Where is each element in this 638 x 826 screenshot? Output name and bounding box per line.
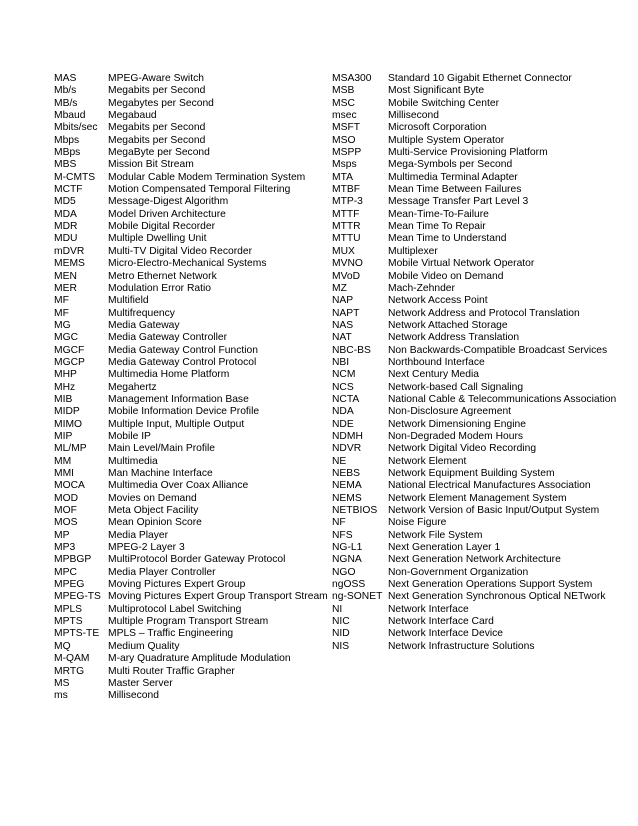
entry-definition: Mean Time Between Failures [388,184,522,196]
entry-definition: Media Gateway [108,319,180,331]
entry-abbreviation: NEMS [332,492,362,504]
glossary-entry [54,320,330,332]
entry-abbreviation: NEBS [332,468,361,479]
entry-abbreviation: MM [54,455,72,467]
glossary-entry [332,628,632,640]
entry-abbreviation: MF [54,307,69,319]
entry-definition: Non-Degraded Modem Hours [388,430,524,442]
entry-abbreviation: MGC [54,332,79,344]
entry-definition: National Cable & Telecommunications Association [388,393,617,405]
entry-definition: Network Version of Basic Input/Output System [388,505,600,517]
entry-definition: Network Equipment Building System [388,468,555,479]
glossary-entry [54,419,330,431]
entry-abbreviation: NID [332,628,350,640]
glossary-entry [332,98,632,110]
entry-definition: MPEG-2 Layer 3 [108,542,185,554]
entry-abbreviation: MPEG [54,579,85,591]
entry-definition: Network Interface Device [388,628,504,640]
glossary-entry [54,406,330,418]
glossary-entry [54,456,330,468]
entry-abbreviation: MSFT [332,122,361,134]
entry-abbreviation: MF [54,295,69,307]
glossary-entry [54,233,330,245]
glossary-entry [54,542,330,554]
glossary-entry [332,332,632,344]
entry-definition: Megabits per Second [108,122,206,134]
glossary-entry [332,357,632,369]
entry-definition: Micro-Electro-Mechanical Systems [108,258,267,270]
entry-definition: Mobile Digital Recorder [108,221,216,233]
entry-abbreviation: NETBIOS [332,505,378,517]
entry-definition: Media Player [108,529,169,541]
entry-abbreviation: Mbits/sec [54,122,98,134]
entry-definition: Network Infrastructure Solutions [388,640,535,652]
entry-abbreviation: MEMS [54,258,85,270]
entry-abbreviation: MSA300 [332,73,372,84]
glossary-entry [54,110,330,122]
entry-abbreviation: MD5 [54,196,76,208]
glossary-entry [332,456,632,468]
entry-definition: Megabaud [108,110,157,122]
glossary-entry [54,493,330,505]
glossary-entry [54,209,330,221]
entry-abbreviation: M-QAM [54,653,90,665]
entry-abbreviation: NGO [332,566,356,578]
entry-definition: Model Driven Architecture [108,208,226,220]
glossary-entry [332,246,632,258]
glossary-entry [54,579,330,591]
entry-definition: Multi Router Traffic Grapher [108,665,235,677]
glossary-entry [54,517,330,529]
entry-abbreviation: MDA [54,208,77,220]
entry-abbreviation: ms [54,690,68,702]
entry-abbreviation: MPBGP [54,554,92,566]
entry-definition: Multimedia Over Coax Alliance [108,480,249,492]
entry-abbreviation: MRTG [54,665,85,677]
glossary-entry [54,271,330,283]
entry-abbreviation: MSPP [332,147,362,159]
glossary-entry [332,135,632,147]
entry-definition: MultiProtocol Border Gateway Protocol [108,554,286,566]
glossary-entry [54,554,330,566]
entry-abbreviation: NCS [332,381,354,393]
entry-abbreviation: NBI [332,356,350,368]
entry-definition: Mean Time to Understand [388,233,507,245]
entry-abbreviation: NAP [332,295,354,307]
entry-definition: Network-based Call Signaling [388,381,524,393]
glossary-entry [54,332,330,344]
entry-definition: Network Address and Protocol Translation [388,307,580,319]
entry-definition: Multimedia [108,455,158,467]
entry-abbreviation: MAS [54,73,77,84]
entry-definition: Mobile IP [108,430,151,442]
entry-definition: Management Information Base [108,393,249,405]
glossary-entry [332,542,632,554]
entry-definition: Network Address Translation [388,332,520,344]
glossary-entry [332,480,632,492]
entry-abbreviation: MIP [54,430,73,442]
entry-definition: MPLS – Traffic Engineering [108,628,234,640]
entry-abbreviation: NCTA [332,393,360,405]
entry-definition: Mega-Symbols per Second [388,159,513,171]
glossary-entry [54,666,330,678]
entry-abbreviation: MPEG-TS [54,591,101,603]
glossary-entry [54,135,330,147]
glossary-entry [332,419,632,431]
entry-definition: Motion Compensated Temporal Filtering [108,184,291,196]
entry-abbreviation: NIS [332,640,350,652]
entry-definition: Mean-Time-To-Failure [388,208,489,220]
entry-definition: Multiprotocol Label Switching [108,603,242,615]
glossary-entry [332,258,632,270]
entry-definition: Network Dimensioning Engine [388,418,526,430]
entry-definition: Modulation Error Ratio [108,282,212,294]
entry-definition: Network Element [388,455,467,467]
entry-abbreviation: M-CMTS [54,171,96,183]
entry-definition: Message-Digest Algorithm [108,196,229,208]
glossary-entry [54,85,330,97]
entry-definition: Mach-Zehnder [388,282,455,294]
entry-definition: Non-Disclosure Agreement [388,406,512,418]
entry-definition: Microsoft Corporation [388,122,487,134]
entry-abbreviation: ng-SONET [332,591,383,603]
entry-abbreviation: Msps [332,159,357,171]
entry-definition: Non Backwards-Compatible Broadcast Services [388,344,608,356]
entry-definition: Non-Government Organization [388,566,529,578]
entry-abbreviation: MUX [332,245,355,257]
entry-abbreviation: MPC [54,566,77,578]
entry-definition: Standard 10 Gigabit Ethernet Connector [388,73,572,84]
entry-abbreviation: MCTF [54,184,83,196]
entry-definition: Multi-Service Provisioning Platform [388,147,548,159]
entry-abbreviation: MTBF [332,184,361,196]
glossary-entry [332,295,632,307]
glossary-entry [332,641,632,653]
glossary-entry [332,283,632,295]
glossary-entry [332,147,632,159]
glossary-entry [54,357,330,369]
entry-definition: Man Machine Interface [108,468,213,479]
entry-definition: Mobile Information Device Profile [108,406,260,418]
glossary-entry [332,493,632,505]
glossary-entry [332,530,632,542]
entry-definition: National Electrical Manufactures Association [388,480,591,492]
entry-abbreviation: Mbaud [54,110,86,122]
glossary-entry [332,320,632,332]
glossary-entry [332,122,632,134]
entry-definition: Multiple Dwelling Unit [108,233,207,245]
entry-abbreviation: NDA [332,406,354,418]
entry-definition: Multi-TV Digital Video Recorder [108,245,253,257]
glossary-entry [332,172,632,184]
entry-definition: Millisecond [388,110,439,122]
entry-abbreviation: MOF [54,505,77,517]
entry-abbreviation: MTA [332,171,353,183]
glossary-entry [54,147,330,159]
glossary-entry [332,443,632,455]
entry-abbreviation: MMI [54,468,75,479]
entry-abbreviation: MOS [54,517,78,529]
glossary-entry [54,246,330,258]
glossary-entry [54,196,330,208]
entry-definition: Most Significant Byte [388,85,485,97]
entry-abbreviation: MGCP [54,356,85,368]
glossary-entry [54,283,330,295]
entry-definition: Moving Pictures Expert Group [108,579,246,591]
glossary-entry [54,653,330,665]
entry-abbreviation: NFS [332,529,353,541]
glossary-entry [332,345,632,357]
glossary-entry [54,480,330,492]
entry-definition: Multifield [108,295,149,307]
glossary-entry [332,591,632,603]
entry-abbreviation: NAS [332,319,354,331]
entry-definition: Media Player Controller [108,566,216,578]
glossary-entry [332,382,632,394]
entry-definition: Network Interface Card [388,616,494,628]
entry-abbreviation: MVNO [332,258,363,270]
entry-abbreviation: MTTR [332,221,361,233]
entry-abbreviation: NGNA [332,554,362,566]
entry-definition: Megahertz [108,381,157,393]
entry-definition: M-ary Quadrature Amplitude Modulation [108,653,291,665]
entry-abbreviation: MZ [332,282,347,294]
entry-abbreviation: MQ [54,640,71,652]
entry-abbreviation: MIDP [54,406,80,418]
glossary-entry [54,258,330,270]
entry-definition: Multiplexer [388,245,438,257]
entry-definition: Mobile Virtual Network Operator [388,258,535,270]
glossary-entry [332,221,632,233]
entry-abbreviation: MSO [332,134,356,146]
entry-abbreviation: ngOSS [332,579,366,591]
glossary-entry [332,85,632,97]
entry-definition: Network File System [388,529,483,541]
glossary-entry [54,678,330,690]
entry-definition: Megabytes per Second [108,97,214,109]
entry-abbreviation: MHP [54,369,77,381]
glossary-entry [332,579,632,591]
entry-abbreviation: MIB [54,393,73,405]
glossary-entry [332,308,632,320]
entry-abbreviation: NEMA [332,480,362,492]
entry-definition: Meta Object Facility [108,505,199,517]
entry-abbreviation: Mbps [54,134,80,146]
entry-abbreviation: NF [332,517,346,529]
glossary-entry [332,184,632,196]
entry-definition: Network Element Management System [388,492,567,504]
glossary-entry [332,616,632,628]
glossary-entry [332,406,632,418]
entry-abbreviation: NI [332,603,343,615]
glossary-entry [54,394,330,406]
glossary-entry [54,345,330,357]
entry-abbreviation: NDVR [332,443,362,455]
glossary-entry [54,98,330,110]
entry-abbreviation: MG [54,319,71,331]
glossary-entry [54,591,330,603]
entry-definition: Network Attached Storage [388,319,508,331]
entry-definition: Multiple Input, Multiple Output [108,418,245,430]
entry-abbreviation: MPLS [54,603,83,615]
glossary-entry [332,73,632,85]
glossary-entry [54,628,330,640]
entry-abbreviation: NIC [332,616,350,628]
glossary-entry [54,567,330,579]
entry-definition: Modular Cable Modem Termination System [108,171,306,183]
entry-definition: Mission Bit Stream [108,159,194,171]
glossary-entry [332,196,632,208]
entry-definition: Noise Figure [388,517,447,529]
entry-definition: Mean Time To Repair [388,221,486,233]
glossary-entry [54,443,330,455]
entry-definition: Mobile Switching Center [388,97,500,109]
entry-abbreviation: MSB [332,85,355,97]
glossary-entry [332,505,632,517]
entry-abbreviation: MIMO [54,418,83,430]
entry-abbreviation: MS [54,677,70,689]
entry-definition: Multifrequency [108,307,175,319]
entry-definition: Mobile Video on Demand [388,270,504,282]
glossary-entry [54,616,330,628]
entry-abbreviation: MEN [54,270,77,282]
glossary-entry [54,122,330,134]
entry-abbreviation: NG-L1 [332,542,363,554]
entry-definition: MegaByte per Second [108,147,210,159]
entry-abbreviation: MGCF [54,344,85,356]
entry-abbreviation: MBS [54,159,77,171]
glossary-entry [332,369,632,381]
entry-definition: Metro Ethernet Network [108,270,217,282]
entry-abbreviation: NDMH [332,430,363,442]
entry-definition: MPEG-Aware Switch [108,73,204,84]
glossary-entry [332,394,632,406]
entry-definition: Movies on Demand [108,492,197,504]
entry-abbreviation: MOCA [54,480,85,492]
entry-definition: Multimedia Terminal Adapter [388,171,518,183]
entry-abbreviation: MSC [332,97,355,109]
entry-abbreviation: MP [54,529,70,541]
glossary-entry [332,468,632,480]
entry-abbreviation: MDU [54,233,78,245]
entry-definition: Network Access Point [388,295,488,307]
entry-definition: Master Server [108,677,173,689]
glossary-entry [54,431,330,443]
entry-definition: Next Generation Synchronous Optical NETwork [388,591,606,603]
glossary-entry [54,505,330,517]
glossary-entry [54,159,330,171]
glossary-entry [54,221,330,233]
entry-abbreviation: ML/MP [54,443,87,455]
entry-abbreviation: MTTU [332,233,361,245]
entry-abbreviation: MER [54,282,77,294]
entry-definition: Medium Quality [108,640,180,652]
entry-abbreviation: MDR [54,221,78,233]
entry-abbreviation: NCM [332,369,356,381]
entry-abbreviation: MHz [54,381,76,393]
glossary-entry [54,690,330,702]
glossary-entry [54,530,330,542]
entry-definition: Millisecond [108,690,159,702]
glossary-entry [54,641,330,653]
entry-definition: Next Generation Layer 1 [388,542,501,554]
entry-definition: Megabits per Second [108,134,206,146]
entry-definition: Media Gateway Control Function [108,344,258,356]
entry-abbreviation: MBps [54,147,81,159]
entry-abbreviation: MPTS [54,616,83,628]
entry-abbreviation: mDVR [54,245,85,257]
glossary-entry [332,567,632,579]
glossary-entry [54,184,330,196]
entry-abbreviation: MVoD [332,270,361,282]
entry-definition: Main Level/Main Profile [108,443,216,455]
glossary-entry [332,271,632,283]
glossary-entry [54,369,330,381]
glossary-left-column [54,73,330,703]
entry-definition: Megabits per Second [108,85,206,97]
entry-abbreviation: MPTS-TE [54,628,100,640]
entry-definition: Northbound Interface [388,356,485,368]
glossary-entry [332,517,632,529]
entry-definition: Next Century Media [388,369,479,381]
entry-abbreviation: MTTF [332,208,360,220]
entry-abbreviation: NE [332,455,347,467]
entry-abbreviation: NAT [332,332,352,344]
glossary-entry [332,110,632,122]
entry-abbreviation: NAPT [332,307,360,319]
entry-definition: Multiple Program Transport Stream [108,616,269,628]
entry-abbreviation: MTP-3 [332,196,363,208]
glossary-entry [332,209,632,221]
glossary-entry [54,172,330,184]
glossary-entry [54,295,330,307]
entry-definition: Moving Pictures Expert Group Transport Stream [108,591,328,603]
entry-abbreviation: MOD [54,492,79,504]
glossary-entry [332,604,632,616]
entry-abbreviation: Mb/s [54,85,77,97]
glossary-entry [54,604,330,616]
entry-definition: Network Interface [388,603,469,615]
entry-abbreviation: MB/s [54,97,78,109]
entry-definition: Mean Opinion Score [108,517,202,529]
entry-definition: Next Generation Operations Support System [388,579,593,591]
entry-abbreviation: NBC-BS [332,344,371,356]
entry-abbreviation: NDE [332,418,354,430]
glossary-entry [332,159,632,171]
glossary-entry [54,468,330,480]
entry-abbreviation: msec [332,110,357,122]
entry-definition: Multiple System Operator [388,134,505,146]
glossary-entry [54,308,330,320]
entry-definition: Message Transfer Part Level 3 [388,196,529,208]
glossary-right-column [332,73,632,653]
glossary-entry [54,73,330,85]
entry-definition: Next Generation Network Architecture [388,554,561,566]
entry-definition: Media Gateway Controller [108,332,228,344]
entry-definition: Media Gateway Control Protocol [108,356,257,368]
glossary-entry [54,382,330,394]
glossary-entry [332,431,632,443]
entry-definition: Network Digital Video Recording [388,443,537,455]
entry-definition: Multimedia Home Platform [108,369,230,381]
entry-abbreviation: MP3 [54,542,76,554]
glossary-entry [332,554,632,566]
glossary-entry [332,233,632,245]
